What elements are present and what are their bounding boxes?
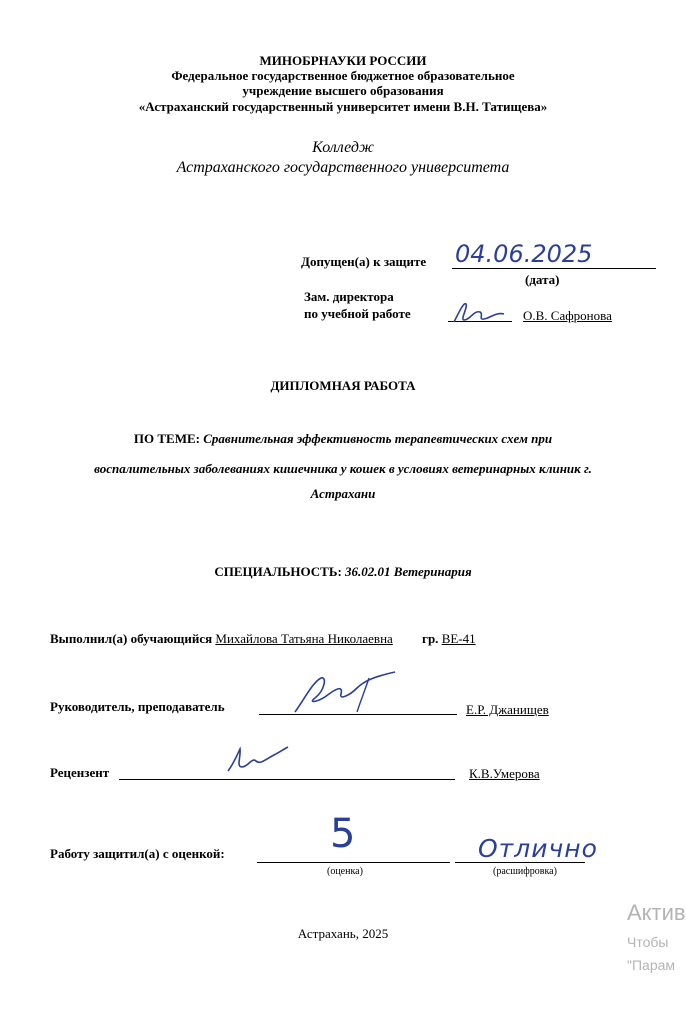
reviewer-signature-icon xyxy=(222,743,292,777)
reviewer-name: К.В.Умерова xyxy=(469,766,540,781)
decode-caption: (расшифровка) xyxy=(493,866,557,877)
grade-handwritten: 5 xyxy=(330,811,356,857)
grade-caption: (оценка) xyxy=(327,866,363,877)
supervisor-name: Е.Р. Джанищев xyxy=(466,702,549,717)
grade-decode-handwritten: Отлично xyxy=(478,834,598,863)
topic-text-1: Сравнительная эффективность терапевтических схем при xyxy=(203,431,553,446)
watermark-line-3: "Парам xyxy=(627,957,676,973)
group-label: гр. xyxy=(422,631,439,646)
defense-label: Работу защитил(а) с оценкой: xyxy=(50,846,225,861)
date-caption: (дата) xyxy=(525,272,560,287)
college-line-1: Колледж xyxy=(312,139,374,156)
ministry-name: МИНОБРНАУКИ РОССИИ xyxy=(259,53,427,68)
college-line-2: Астраханского государственного университета xyxy=(176,159,510,176)
admission-label: Допущен(а) к защите xyxy=(301,254,427,269)
group-value: ВЕ-41 xyxy=(441,631,476,646)
reviewer-label: Рецензент xyxy=(50,765,110,780)
deputy-signature-icon xyxy=(450,298,510,326)
organization-line-2: учреждение высшего образования xyxy=(242,83,444,98)
city-year: Астрахань, 2025 xyxy=(297,926,389,941)
student-name: Михайлова Татьяна Николаевна xyxy=(215,631,393,646)
student-label: Выполнил(а) обучающийся xyxy=(50,631,213,646)
specialty-value: 36.02.01 Ветеринария xyxy=(345,564,472,579)
admission-date-line xyxy=(452,268,656,269)
organization-line-1: Федеральное государственное бюджетное образовательное xyxy=(171,68,515,83)
grade-line xyxy=(257,862,450,863)
supervisor-signature-icon xyxy=(285,668,405,718)
specialty-label: СПЕЦИАЛЬНОСТЬ: xyxy=(214,564,342,579)
watermark-line-2: Чтобы xyxy=(627,934,669,950)
deputy-line-1: Зам. директора xyxy=(304,289,394,304)
topic-line-1 xyxy=(0,431,686,447)
admission-date-handwritten: 04.06.2025 xyxy=(455,240,593,268)
watermark-title: Актив xyxy=(627,900,686,925)
student-line xyxy=(50,631,476,647)
specialty-line xyxy=(0,564,686,580)
deputy-name: О.В. Сафронова xyxy=(523,308,612,323)
topic-line-2: воспалительных заболеваниях кишечника у кошек в условиях ветеринарных клиник г. xyxy=(94,461,592,476)
topic-label: ПО ТЕМЕ: xyxy=(133,431,200,446)
deputy-line-2: по учебной работе xyxy=(304,306,411,321)
document-heading: ДИПЛОМНАЯ РАБОТА xyxy=(270,378,416,393)
reviewer-signature-line xyxy=(119,779,455,780)
supervisor-label: Руководитель, преподаватель xyxy=(50,699,225,714)
organization-line-3: «Астраханский государственный университет имени В.Н. Татищева» xyxy=(138,99,548,114)
topic-line-3: Астрахани xyxy=(310,486,376,501)
